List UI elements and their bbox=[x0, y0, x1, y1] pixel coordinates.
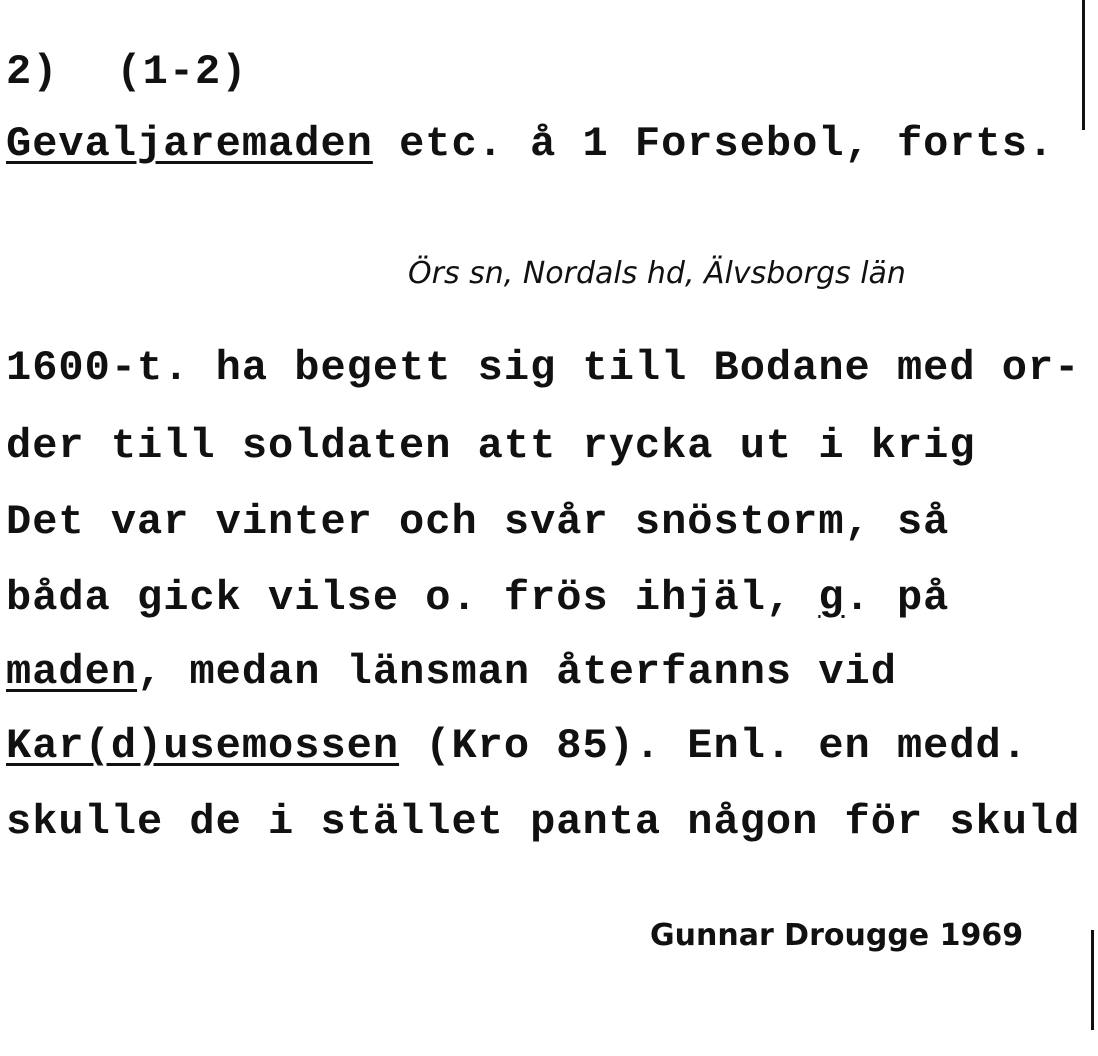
card-heading: Gevaljaremaden etc. å 1 Forsebol, forts. bbox=[6, 120, 1055, 168]
body-line-2: der till soldaten att rycka ut i krig bbox=[6, 422, 976, 470]
place-name-gevaljaremaden: Gevaljaremaden bbox=[6, 120, 373, 168]
place-name-maden: maden bbox=[6, 648, 138, 696]
body-line-6: Kar(d)usemossen (Kro 85). Enl. en medd. bbox=[6, 722, 1028, 770]
card-number: 2) (1-2) bbox=[6, 48, 248, 96]
body-line-7: skulle de i stället panta någon för skuld bbox=[6, 798, 1081, 846]
card-range: (1-2) bbox=[116, 48, 248, 96]
card-edge-top bbox=[1082, 0, 1085, 130]
place-name-kardusemossen: Kar(d)usemossen bbox=[6, 722, 400, 770]
location-label: Örs sn, Nordals hd, Älvsborgs län bbox=[408, 256, 906, 291]
signature: Gunnar Drougge 1969 bbox=[650, 918, 1024, 953]
body-line-4: båda gick vilse o. frös ihjäl, g. på bbox=[6, 574, 950, 622]
body-line-5: maden, medan länsman återfanns vid bbox=[6, 648, 897, 696]
abbrev-g: g bbox=[818, 574, 845, 622]
body-line-3: Det var vinter och svår snöstorm, så bbox=[6, 498, 950, 546]
body-line-1: 1600-t. ha begett sig till Bodane med or- bbox=[6, 344, 1081, 392]
card-edge-bottom bbox=[1091, 930, 1094, 1030]
